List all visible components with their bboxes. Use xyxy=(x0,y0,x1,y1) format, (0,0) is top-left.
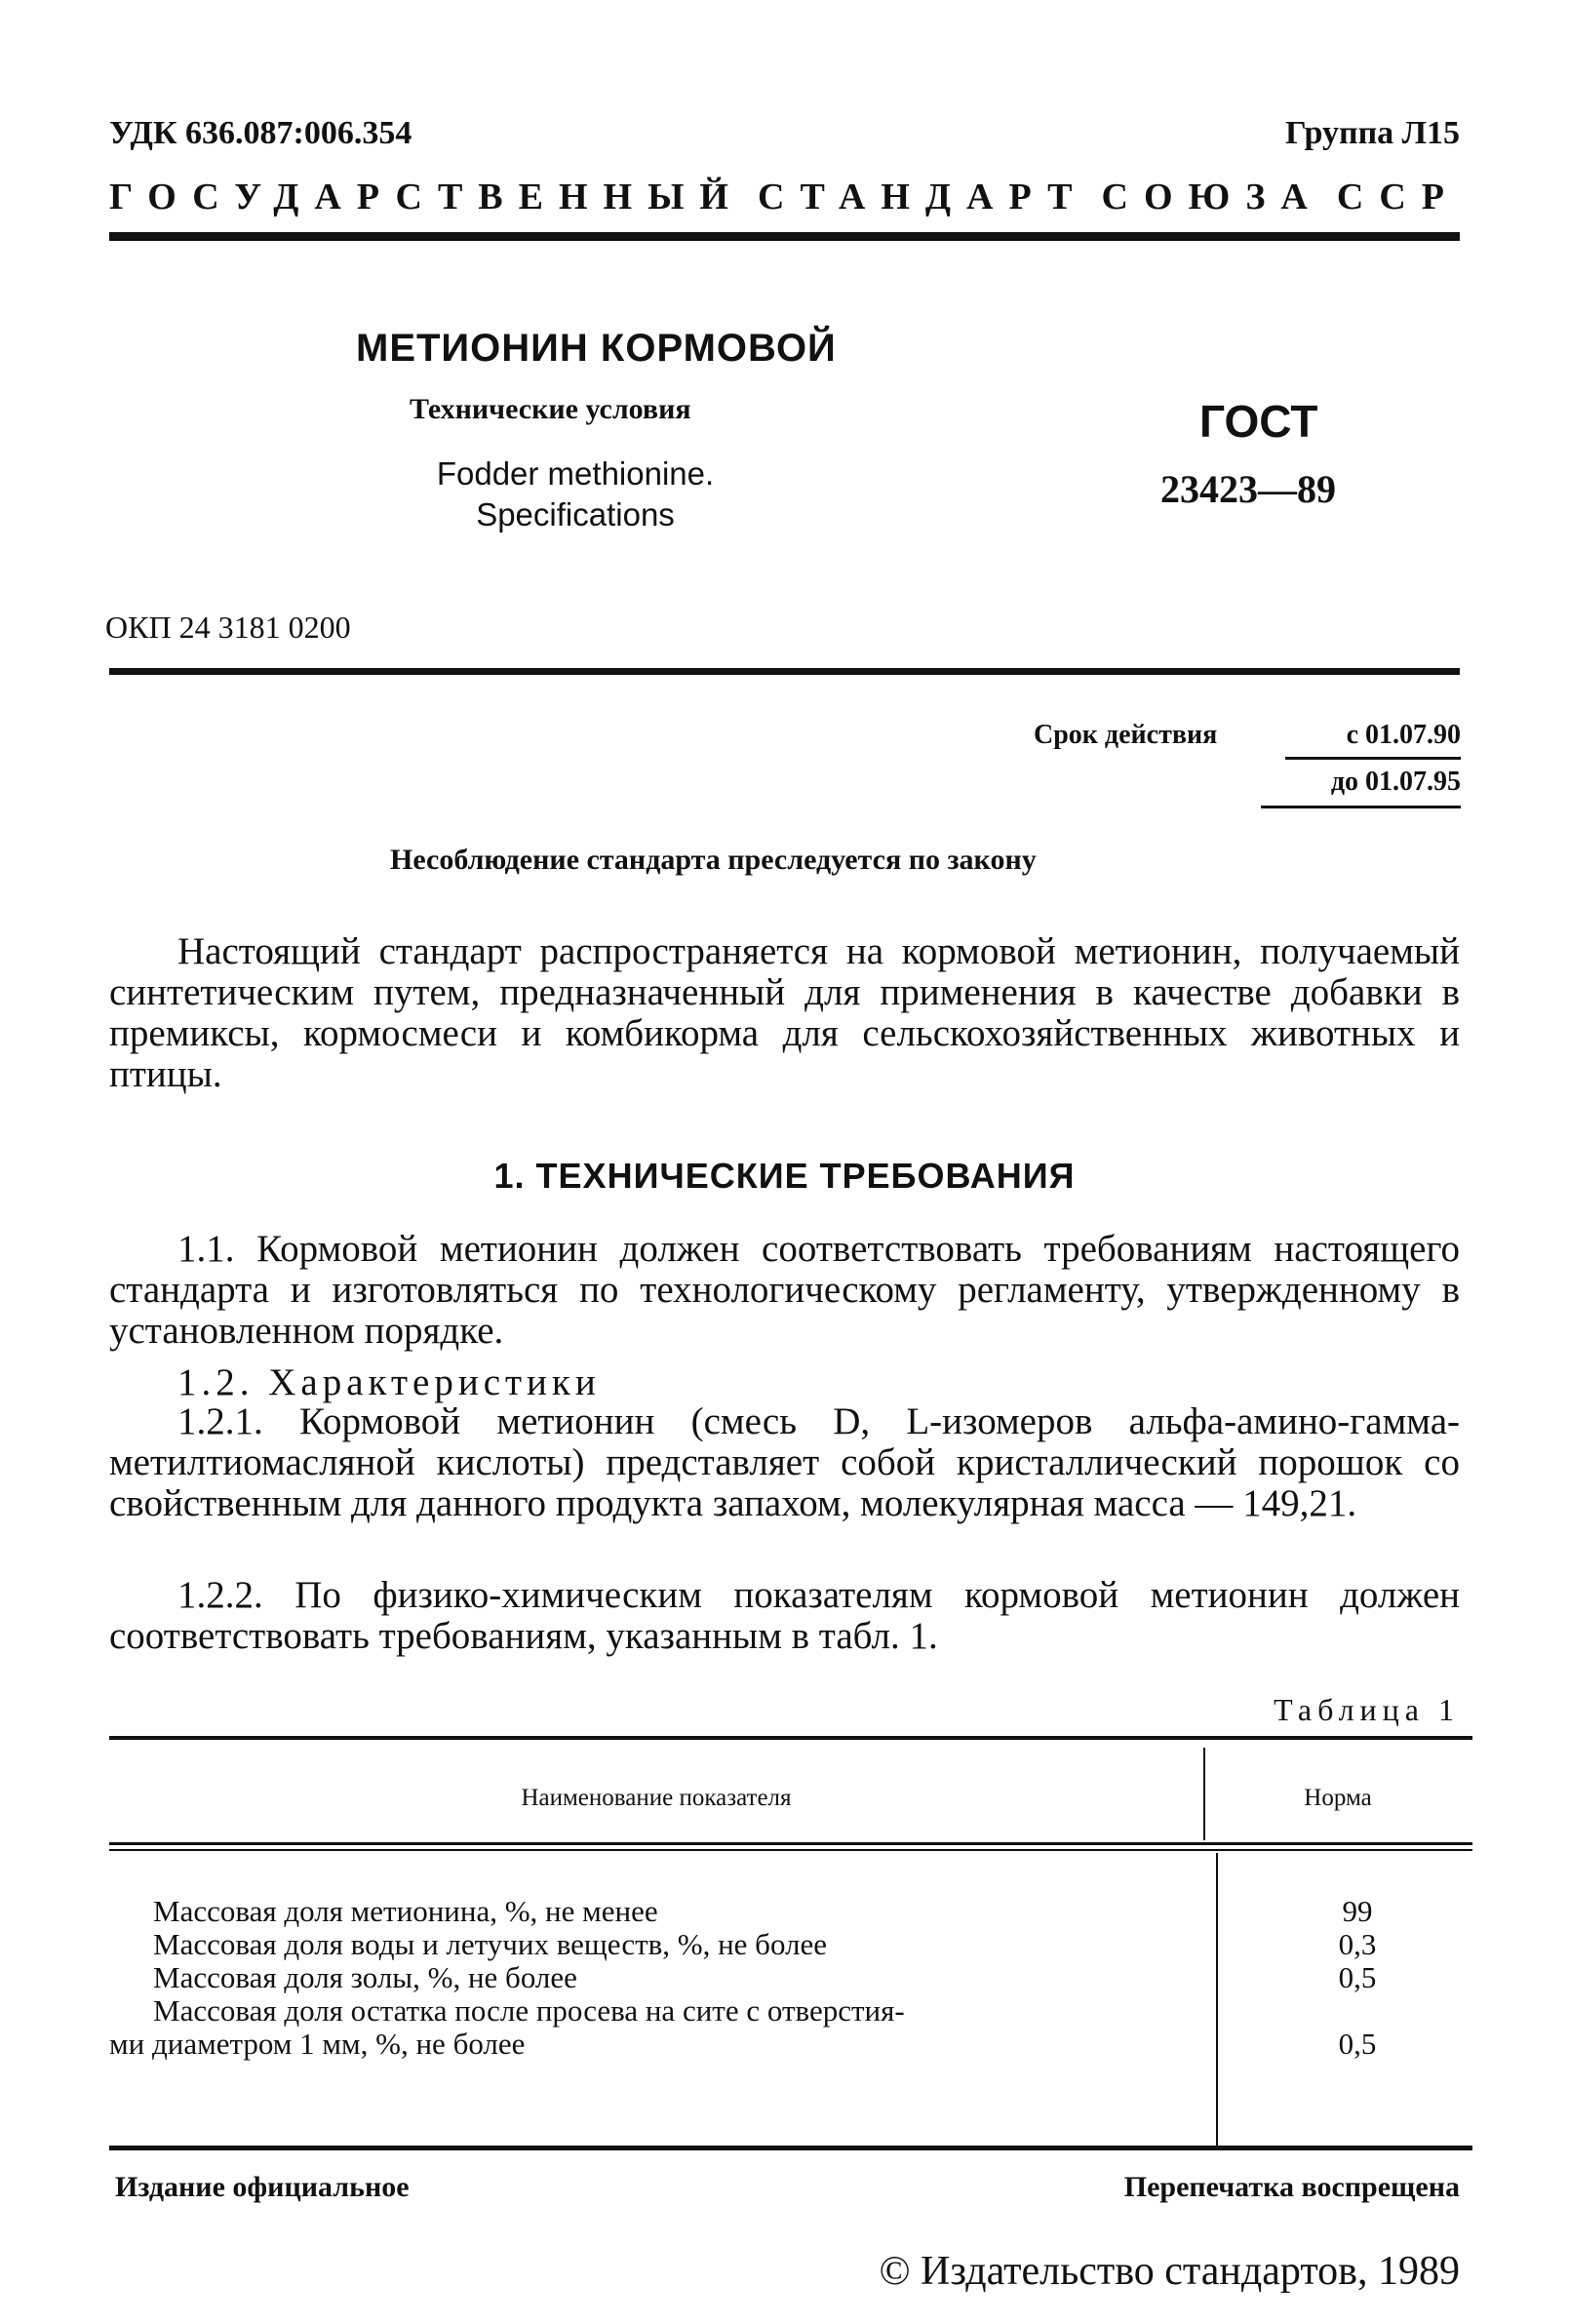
gost-number: 23423—89 xyxy=(1160,467,1336,511)
okp-code: ОКП 24 3181 0200 xyxy=(105,610,351,645)
table-header-rule xyxy=(109,1842,1472,1845)
product-title: МЕТИОНИН КОРМОВОЙ xyxy=(356,327,837,370)
state-title-word: ГОСУДАРСТВЕННЫЙ xyxy=(109,177,744,217)
paragraph-1-1: 1.1. Кормовой метионин должен соответствовать требованиям настоящего стандарта и изготовляться по технологическому регламенту, утвержденному в установленном порядке. xyxy=(109,1228,1460,1352)
reprint-prohibited: Перепечатка воспрещена xyxy=(1123,2171,1460,2203)
table-caption: Таблица 1 xyxy=(1274,1692,1460,1727)
official-edition: Издание официальное xyxy=(115,2171,410,2203)
validity-period xyxy=(1034,720,1461,813)
table-column-divider xyxy=(1216,1853,1218,2146)
okp-thick-rule xyxy=(109,668,1460,675)
state-title-word: СТАНДАРТ xyxy=(758,177,1088,217)
paragraph-1-2: 1.2. Характеристики xyxy=(177,1361,601,1403)
validity-to-underline xyxy=(1261,806,1461,808)
state-title-word: СОЮЗА xyxy=(1101,177,1323,217)
row-name: ми диаметром 1 мм, %, не более xyxy=(109,2027,526,2061)
intro-paragraph: Настоящий стандарт распространяется на кормовой метионин, получаемый синтетическим путем, предназначенный для применения в качестве добавки в премиксы, кормосмеси и комбикорма для сельскохозяйственных животных и птицы. xyxy=(109,930,1460,1095)
row-name: Массовая доля воды и летучих веществ, %, не более xyxy=(153,1927,828,1961)
table-bottom-rule xyxy=(109,2146,1472,2150)
table-1 xyxy=(109,1736,1472,2155)
row-name: Массовая доля остатка после просева на сите с отверстия- xyxy=(153,1993,905,2028)
paragraph-1-2-1: 1.2.1. Кормовой метионин (смесь D, L-изомеров альфа-амино-гамма-метилтиомасляной кислоты) представляет собой кристаллический порошок со свойственным для данного продукта запахом, молекулярная масса — 149,21. xyxy=(109,1400,1460,1524)
state-standard-title xyxy=(109,176,1460,218)
udk-code: УДК 636.087:006.354 xyxy=(109,115,412,151)
row-name: Массовая доля метионина, %, не менее xyxy=(153,1894,658,1928)
copyright: © Издательство стандартов, 1989 xyxy=(879,2249,1460,2294)
validity-from: с 01.07.90 xyxy=(1346,720,1461,750)
gost-label: ГОСТ xyxy=(1199,396,1318,447)
legal-notice: Несоблюдение стандарта преследуется по закону xyxy=(390,844,1037,876)
row-norm: 0,5 xyxy=(1338,2027,1377,2061)
validity-to: до 01.07.95 xyxy=(1330,767,1461,797)
table-top-rule xyxy=(109,1736,1472,1740)
validity-from-underline xyxy=(1285,757,1461,760)
row-norm: 0,5 xyxy=(1338,1960,1377,1994)
row-norm: 99 xyxy=(1342,1894,1373,1928)
subtitle-english-line: Fodder methionine. xyxy=(436,455,715,492)
table-header-rule-2 xyxy=(109,1849,1472,1851)
header-thick-rule xyxy=(109,232,1460,241)
row-norm: 0,3 xyxy=(1338,1927,1377,1961)
paragraph-1-2-2: 1.2.2. По физико-химическим показателям кормовой метионин должен соответствовать требованиям, указанным в табл. 1. xyxy=(109,1574,1460,1657)
row-name: Массовая доля золы, %, не более xyxy=(153,1960,577,1994)
state-title-word: ССР xyxy=(1336,177,1460,217)
subtitle-english xyxy=(375,453,775,535)
validity-label: Срок действия xyxy=(1034,720,1218,750)
column-header-name: Наименование показателя xyxy=(521,1785,792,1811)
section-heading: 1. ТЕХНИЧЕСКИЕ ТРЕБОВАНИЯ xyxy=(493,1156,1076,1196)
group-code: Группа Л15 xyxy=(1285,115,1460,151)
column-header-norm: Норма xyxy=(1304,1785,1372,1811)
subtitle-russian: Технические условия xyxy=(410,393,691,425)
subtitle-english-line: Specifications xyxy=(476,496,675,532)
